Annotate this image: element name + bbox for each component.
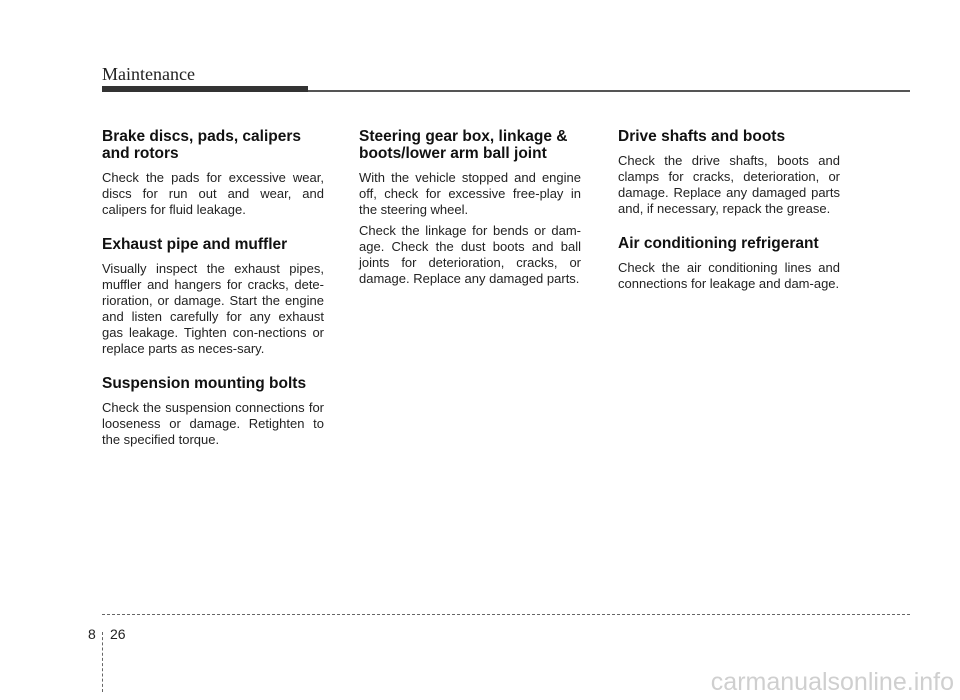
footer-divider bbox=[102, 632, 103, 692]
section-heading: Steering gear box, linkage & boots/lower arm ball joint bbox=[359, 128, 568, 162]
section-heading: Brake discs, pads, calipers and rotors bbox=[102, 128, 302, 162]
section-paragraph: Visually inspect the exhaust pipes, muffler and hangers for cracks, dete-rioration, or damage. Start the engine and listen carefully for any exhaust gas leakage. Tighten con-nections or replace parts as neces-sary. bbox=[102, 261, 324, 356]
section bbox=[618, 128, 840, 217]
section-paragraph: Check the pads for excessive wear, discs for run out and wear, and calipers for fluid leakage. bbox=[102, 170, 324, 217]
section-paragraph: Check the linkage for bends or dam-age. Check the dust boots and ball joints for deterioration, cracks, or damage. Replace any damaged parts. bbox=[359, 223, 581, 286]
watermark[interactable]: carmanualsonline.info bbox=[710, 668, 954, 696]
section-heading: Exhaust pipe and muffler bbox=[102, 236, 288, 253]
section bbox=[102, 375, 324, 448]
section-paragraph: Check the drive shafts, boots and clamps for cracks, deterioration, or damage. Replace any damaged parts and, if necessary, repack the grease. bbox=[618, 153, 840, 216]
header-rule-accent bbox=[102, 86, 308, 92]
section bbox=[618, 235, 840, 292]
footer-rule bbox=[102, 614, 910, 615]
section bbox=[102, 236, 324, 357]
section-paragraph: Check the suspension connections for looseness or damage. Retighten to the specified torque. bbox=[102, 400, 324, 447]
chapter-number: 8 bbox=[88, 626, 96, 642]
content-column-2 bbox=[359, 128, 581, 305]
section-paragraph: Check the air conditioning lines and connections for leakage and dam-age. bbox=[618, 260, 840, 291]
section-heading: Air conditioning refrigerant bbox=[618, 235, 819, 252]
section bbox=[102, 128, 324, 218]
content-column-3 bbox=[618, 128, 840, 310]
page-header-title: Maintenance bbox=[102, 64, 195, 84]
section-heading: Drive shafts and boots bbox=[618, 128, 786, 145]
content-column-1 bbox=[102, 128, 324, 466]
section-paragraph: With the vehicle stopped and engine off, check for excessive free-play in the steering wheel. bbox=[359, 170, 581, 217]
page-number: 26 bbox=[110, 626, 126, 642]
section bbox=[359, 128, 581, 287]
section-heading: Suspension mounting bolts bbox=[102, 375, 307, 392]
